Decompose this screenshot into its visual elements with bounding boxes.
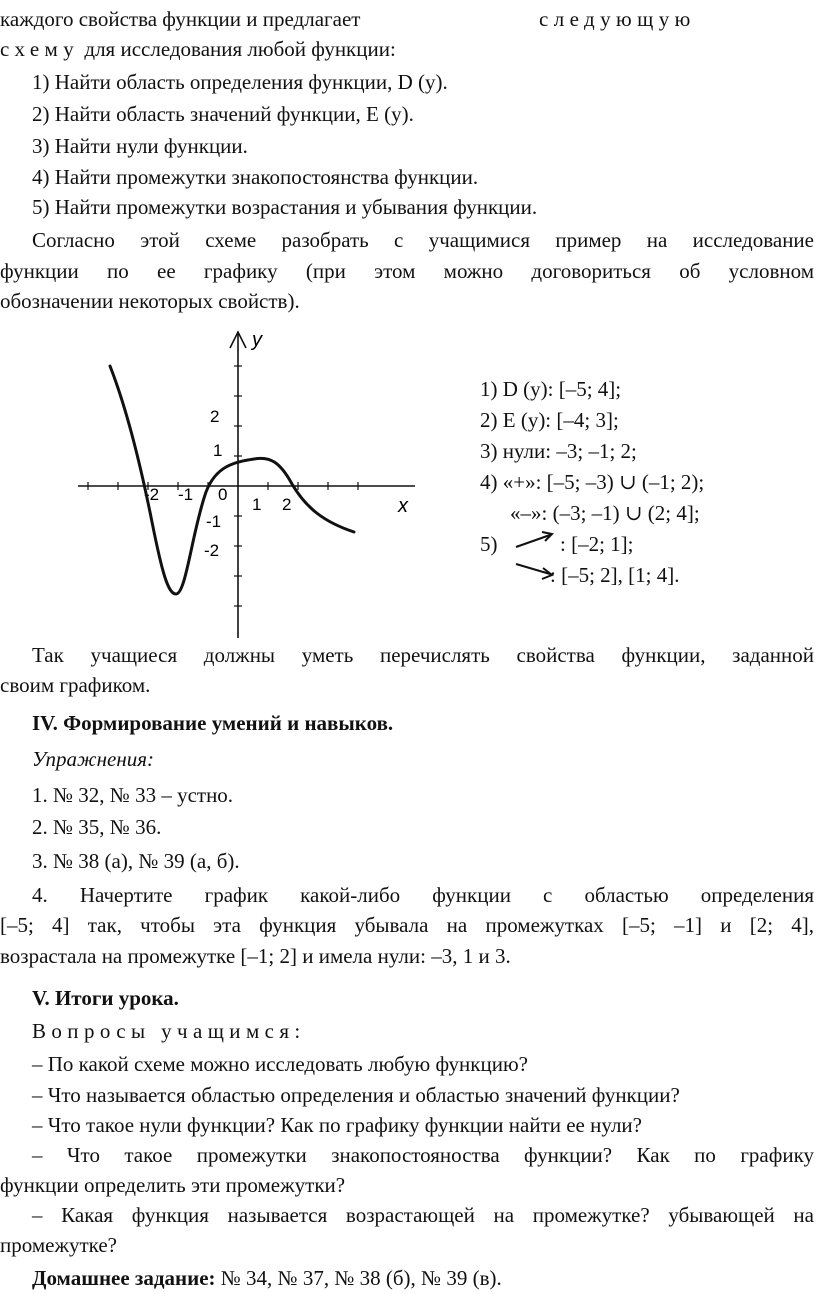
step-item: 2) Найти область значений функции, E (y). <box>32 102 414 126</box>
y-tick-label: -2 <box>204 541 220 560</box>
intro-spaced-word: схему <box>0 37 80 61</box>
paragraph-line: своим графиком. <box>0 673 151 697</box>
step-item: 4) Найти промежутки знакопостоянства функции. <box>32 165 479 189</box>
paragraph-line: функции по ее графику (при этом можно договориться об условном <box>0 259 814 283</box>
arrow-up-right-icon <box>512 529 556 551</box>
question-item: – Что называется областью определения и областью значений функции? <box>32 1083 680 1107</box>
step-item: 3) Найти нули функции. <box>32 134 248 158</box>
step-item: 1) Найти область определения функции, D (y). <box>32 70 448 94</box>
intro-text: для исследования любой функции: <box>84 37 396 61</box>
exercise-item: 3. № 38 (а), № 39 (а, б). <box>32 849 240 873</box>
x-tick-label: -2 <box>144 485 160 504</box>
x-tick-label: 1 <box>252 495 262 514</box>
y-tick-label: 2 <box>210 407 220 426</box>
graph-svg <box>70 322 430 640</box>
section-heading: IV. Формирование умений и навыков. <box>32 711 394 735</box>
step-item: 5) Найти промежутки возрастания и убывания функции. <box>32 195 538 219</box>
homework-label: Домашнее задание: <box>32 1266 216 1290</box>
y-tick-label: -1 <box>206 512 222 531</box>
exercise-task-line: возрастала на промежутке [–1; 2] и имела нули: –3, 1 и 3. <box>0 944 511 968</box>
function-curve <box>110 366 354 594</box>
section-heading: V. Итоги урока. <box>32 986 179 1010</box>
question-item: – Что такое нули функции? Как по графику функции найти ее нули? <box>32 1113 642 1137</box>
property-increasing-number: 5) <box>480 532 498 556</box>
question-item: функции определить эти промежутки? <box>0 1173 346 1197</box>
property-zeros: 3) нули: –3; –1; 2; <box>480 439 637 463</box>
function-graph <box>70 322 430 640</box>
x-tick-label: 2 <box>282 495 292 514</box>
property-positive: 4) «+»: [–5; –3) ∪ (–1; 2); <box>480 470 705 494</box>
x-tick-label: 0 <box>218 485 228 504</box>
paragraph-line: Так учащиеся должны уметь перечислять свойства функции, заданной <box>32 643 814 667</box>
property-decreasing: : [–5; 2], [1; 4]. <box>550 563 680 587</box>
homework-text: № 34, № 37, № 38 (б), № 39 (в). <box>215 1266 502 1290</box>
y-axis-label: y <box>252 329 262 351</box>
homework-line <box>32 1263 816 1293</box>
paragraph-line: Согласно этой схеме разобрать с учащимися пример на исследование <box>32 228 814 252</box>
intro-spaced-word: следующую <box>539 7 696 31</box>
exercise-task-line: [–5; 4] так, чтобы эта функция убывала на промежутках [–5; –1] и [2; 4], <box>0 913 814 937</box>
question-item: – По какой схеме можно исследовать любую функцию? <box>32 1052 528 1076</box>
property-negative: «–»: (–3; –1) ∪ (2; 4]; <box>510 501 700 525</box>
question-item: – Что такое промежутки знакопостояноства функции? Как по графику <box>32 1143 814 1167</box>
question-item: – Какая функция называется возрастающей на промежутке? убывающей на <box>32 1203 814 1227</box>
paragraph-line: обозначении некоторых свойств). <box>0 289 300 313</box>
x-tick-label: -1 <box>178 485 194 504</box>
exercise-item: 2. № 35, № 36. <box>32 815 162 839</box>
intro-text: каждого свойства функции и предлагает <box>0 7 361 31</box>
property-domain: 1) D (y): [–5; 4]; <box>480 377 622 401</box>
x-axis-label: x <box>398 495 408 517</box>
property-range: 2) E (y): [–4; 3]; <box>480 408 619 432</box>
questions-label: Вопросы учащимся: <box>32 1019 301 1043</box>
question-item: промежутке? <box>0 1233 117 1257</box>
property-increasing: : [–2; 1]; <box>560 532 634 556</box>
intro-line-2 <box>0 34 816 64</box>
y-tick-label: 1 <box>213 441 223 460</box>
section-subtitle: Упражнения: <box>32 747 154 771</box>
exercise-task-line: 4. Начертите график какой-либо функции с областью определения <box>32 883 814 907</box>
exercise-item: 1. № 32, № 33 – устно. <box>32 783 234 807</box>
